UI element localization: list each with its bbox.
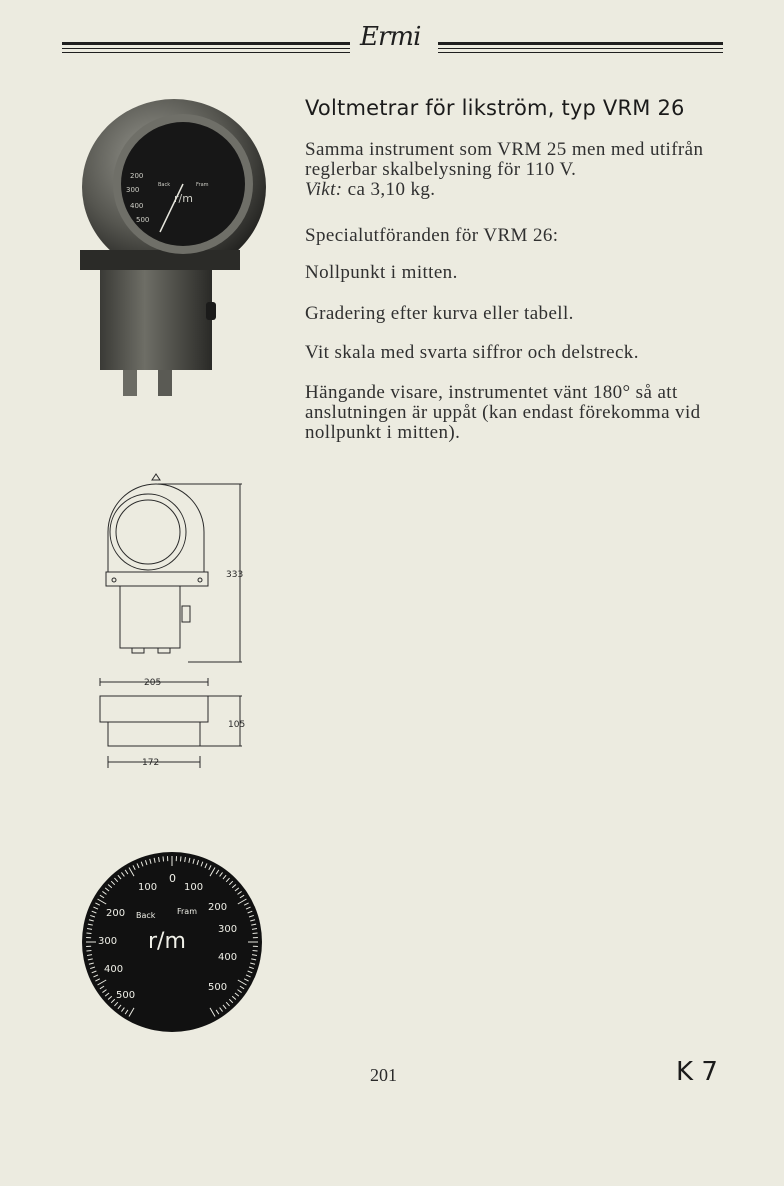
dial-tick [253, 933, 258, 934]
dial-tick [86, 933, 91, 934]
dial-zero-label: 0 [169, 872, 176, 885]
dial-left-label: 400 [104, 964, 124, 975]
description-block [305, 140, 735, 200]
height-dimension: 333 [226, 570, 244, 580]
dial-tick [86, 950, 91, 951]
description-line: Samma instrument som VRM 25 men med utifrån [305, 139, 704, 160]
dial-tick [253, 950, 258, 951]
page-number: 201 [370, 1065, 397, 1085]
section-code: K 7 [676, 1057, 718, 1087]
note-line: Hängande visare, instrumentet vänt 180° så att [305, 382, 678, 403]
dial-right-label: 500 [208, 982, 228, 993]
photo-dial-label: 500 [136, 216, 150, 224]
dial-tick [163, 856, 164, 861]
photo-dial-label: 300 [126, 186, 140, 194]
dial-unit: r/m [148, 929, 186, 954]
dimension-drawing [92, 472, 272, 772]
hanging-pointer-note [305, 383, 735, 443]
base-dimension: 172 [142, 758, 160, 768]
width-dimension: 205 [144, 678, 162, 688]
dial-direction-fram: Fram [177, 907, 198, 916]
dial-right-label: 400 [218, 952, 238, 963]
weight-value: ca 3,10 kg. [347, 179, 436, 200]
dial-right-label: 300 [218, 924, 238, 935]
photo-dial-direction: Fram [196, 182, 209, 188]
description-line: reglerbar skalbelysning för 110 V. [305, 159, 577, 180]
dial-right-label: 200 [208, 902, 228, 913]
dial-left-label: 200 [106, 908, 126, 919]
dial-direction-back: Back [136, 911, 156, 920]
dial-right-label: 100 [184, 882, 204, 893]
dial-left-label: 500 [116, 990, 136, 1001]
special-item: Vit skala med svarta siffror och delstreck. [305, 342, 639, 363]
depth-dimension: 105 [228, 720, 246, 730]
weight-label: Vikt: [305, 179, 343, 200]
special-item: Gradering efter kurva eller tabell. [305, 303, 574, 324]
dial-tick [180, 856, 181, 861]
photo-dial-label: 400 [130, 202, 144, 210]
dial-face [82, 852, 262, 1032]
photo-dial-direction: Back [158, 182, 171, 188]
special-item: Nollpunkt i mitten. [305, 262, 458, 283]
note-line: nollpunkt i mitten). [305, 422, 461, 443]
page-title: Voltmetrar för likström, typ VRM 26 [305, 96, 685, 120]
dial-left-label: 100 [138, 882, 158, 893]
brand-logo: Ermi [360, 22, 421, 52]
photo-dial-label: 200 [130, 172, 144, 180]
special-heading: Specialutföranden för VRM 26: [305, 225, 559, 246]
dial-left-label: 300 [98, 936, 118, 947]
weight-line [305, 180, 735, 200]
instrument-photo [78, 92, 278, 422]
note-line: anslutningen är uppåt (kan endast förekomma vid [305, 402, 701, 423]
photo-dial-unit: r/m [174, 192, 193, 205]
